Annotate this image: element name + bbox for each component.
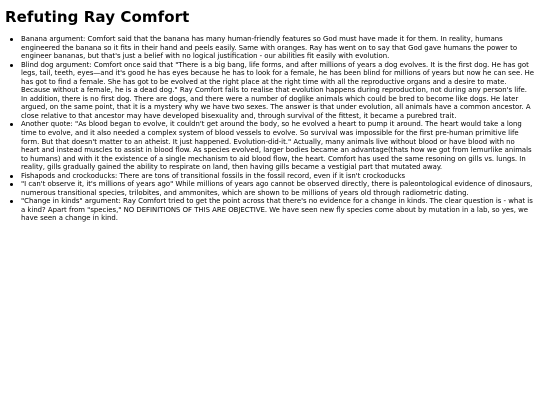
list-item [21,120,535,171]
bullet-icon [10,175,13,178]
bullet-icon [10,38,13,41]
list-item-text: Banana argument: Comfort said that the banana has many human-friendly features so God must have made it for them. In reality, humans engineered the banana so it fits in their hand and peels easily. Same with oranges. Ray has went on to say that God gave humans the power to engineer bananas, but that's just a belief with no logical justification - our abilities fit easily with evolution. [21,35,518,61]
bullet-icon [10,200,13,203]
list-item [21,180,535,197]
list-item [21,172,535,181]
list-item [21,61,535,121]
bullet-icon [10,183,13,186]
list-item [21,35,535,61]
argument-list [5,35,535,223]
list-item-text: "I can't observe it, it's millions of years ago" While millions of years ago cannot be observed directly, there is paleontological evidence of dinosaurs, numerous transitional species, trilobites, and ammonites, which are shown to be millions of years old through radiometric dating. [21,180,533,197]
bullet-icon [10,64,13,67]
list-item-text: Fishapods and crockoducks: There are tons of transitional fossils in the fossil record, even if it isn't crockoducks [21,171,406,180]
list-item-text: "Change in kinds" argument: Ray Comfort tried to get the point across that there's no evidence for a change in kinds. The clear question is - what is a kind? Apart from "species," NO DEFINITIONS OF THIS ARE OBJECTIVE. We have seen new fly species come about by mutation in a lab, so yes, we have seen a change in kind. [21,197,533,223]
list-item-text: Another quote: "As blood began to evolve, it couldn't get around the body, so he evolved a heart to pump it around. The heart would take a long time to evolve, and it also needed a complex system of blood vessels to evolve. So survival was impossible for the first pre-human primitive life form. But that doesn't matter to an atheist. It just happened. Evolution-did-it." Actually, many animals live without blood or have blood with no heart and instead muscles to assist in blood flow. As species evolved, larger bodies became an advantage(thats how we got from lemurlike animals to humans) and with it the existence of a single mechanism to aid blood flow, the heart. Comfort has used the same resoning on gills vs. lungs. In reality, gills gradually gained the ability to respirate on land, then having gills became a vestigial part that mutated away. [21,120,532,172]
list-item-text: Blind dog argument: Comfort once said that "There is a big bang, life forms, and after millions of years a dog evolves. It is the first dog. He has got legs, tail, teeth, eyes—and it's good he has eyes because he has to look for a female, he has been blind for millions of years but now he can see. He has got to find a female. She has got to be evolved at the right place at the right time with all the reproductive organs and a desire to mate. Because without a female, he is a dead dog." Ray Comfort fails to realise that evolution happens during reproduction, not during any person's life. In addition, there is no first dog. There are dogs, and there were a number of doglike animals which could be bred to become like dogs. He later argued, on the same point, that it is a mystery why we have two sexes. The answer is that under evolution, all animals have a common ancestor. A close relative to that ancestor may have developed bisexuality and, through survival of the fittest, it became a purebred trait. [21,60,535,120]
bullet-icon [10,123,13,126]
page-title: Refuting Ray Comfort [5,8,190,26]
list-item [21,197,535,223]
